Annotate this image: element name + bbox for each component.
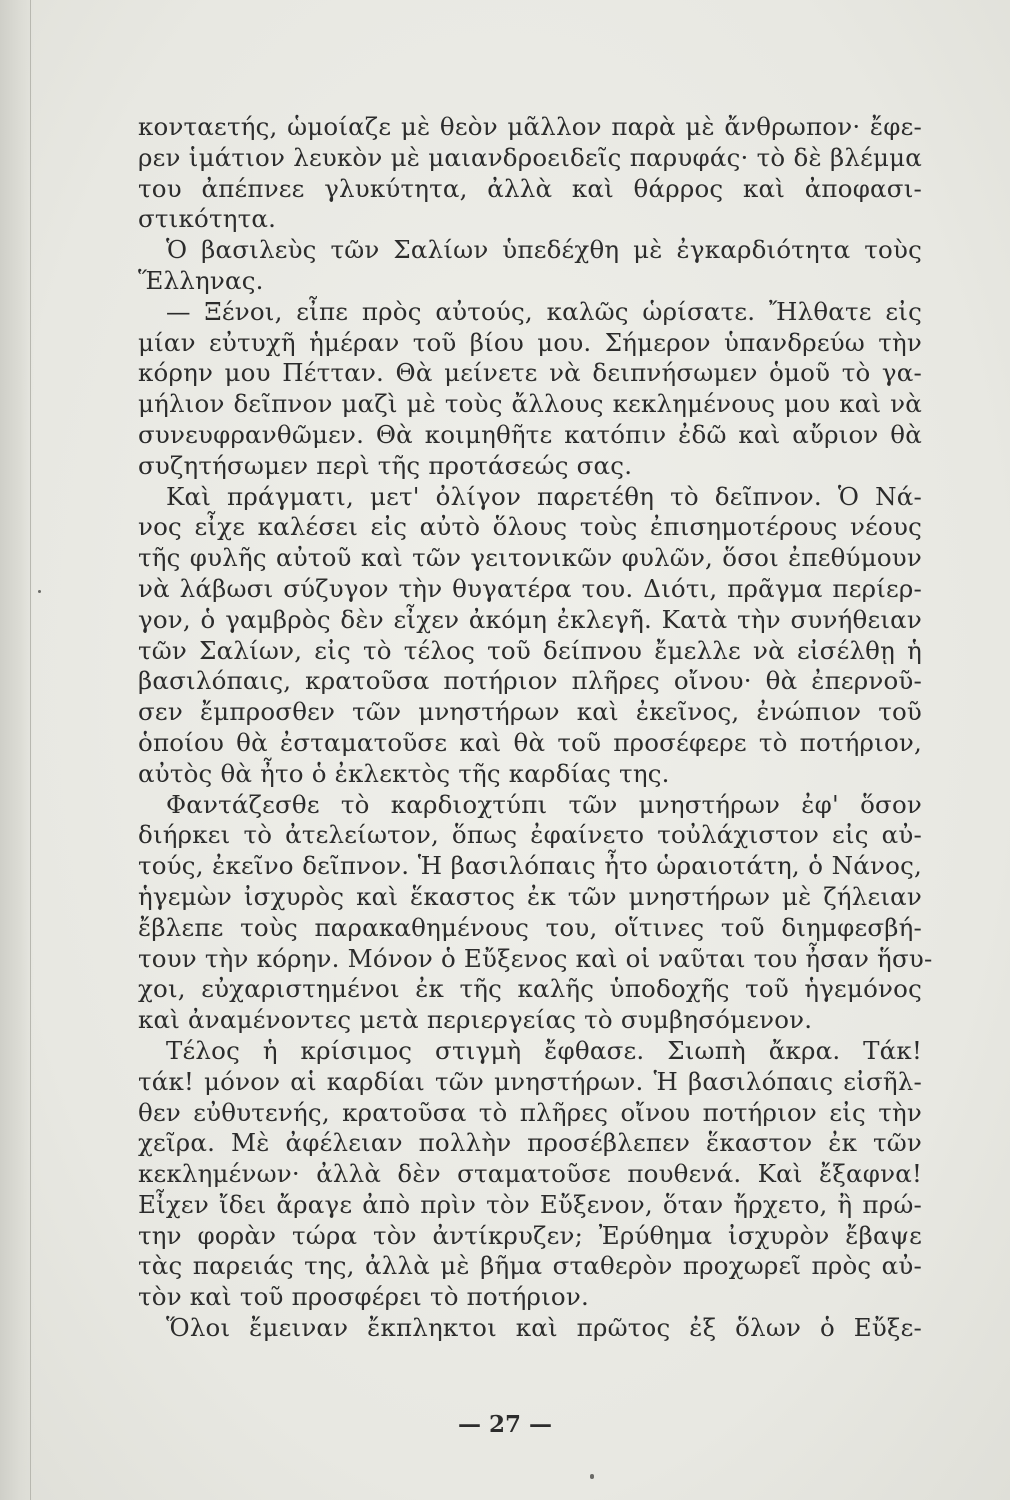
text-line: χοι, εὐχαριστημένοι ἐκ τῆς καλῆς ὑποδοχῆς τοῦ ἡγεμόνος <box>138 974 922 1004</box>
text-line: ὁποίου θὰ ἐσταματοῦσε καὶ θὰ τοῦ προσέφερε τὸ ποτήριον, <box>138 727 922 757</box>
text-line: Εἶχεν ἴδει ἄραγε ἀπὸ πρὶν τὸν Εὔξενον, ὅταν ἤρχετο, ἢ πρώ- <box>138 1189 922 1219</box>
page-left-edge-shadow <box>0 0 34 1500</box>
text-line: μήλιον δεῖπνον μαζὶ μὲ τοὺς ἄλλους κεκλημένους μου καὶ νὰ <box>138 389 922 419</box>
text-line: αὐτὸς θὰ ἦτο ὁ ἐκλεκτὸς τῆς καρδίας της. <box>138 758 670 788</box>
text-line: Τέλος ἡ κρίσιμος στιγμὴ ἔφθασε. Σιωπὴ ἄκρα. Τάκ! <box>166 1035 922 1065</box>
page-fold-line <box>30 0 31 1500</box>
text-line: νος εἶχε καλέσει εἰς αὐτὸ ὅλους τοὺς ἐπισημοτέρους νέους <box>138 512 922 542</box>
text-line: ρεν ἱμάτιον λευκὸν μὲ μαιανδροειδεῖς παρυφάς· τὸ δὲ βλέμμα <box>138 142 922 172</box>
text-line: νὰ λάβωσι σύζυγον τὴν θυγατέρα του. Διότι, πρᾶγμα περίερ- <box>138 573 922 603</box>
text-line: τούς, ἐκεῖνο δεῖπνον. Ἡ βασιλόπαις ἦτο ὡραιοτάτη, ὁ Νάνος, <box>138 851 922 881</box>
body-text <box>138 112 933 1344</box>
text-line: τῆς φυλῆς αὐτοῦ καὶ τῶν γειτονικῶν φυλῶν, ὅσοι ἐπεθύμουν <box>138 543 922 573</box>
text-line: κόρην μου Πέτταν. Θὰ μείνετε νὰ δειπνήσωμεν ὁμοῦ τὸ γα- <box>138 358 922 388</box>
text-line: ἔβλεπε τοὺς παρακαθημένους του, οἵτινες τοῦ διημφεσβή- <box>138 912 922 942</box>
text-line: συζητήσωμεν περὶ τῆς προτάσεώς σας. <box>138 450 633 480</box>
text-line: χεῖρα. Μὲ ἀφέλειαν πολλὴν προσέβλεπεν ἕκαστον ἐκ τῶν <box>138 1128 922 1158</box>
text-line: Ὁ βασιλεὺς τῶν Σαλίων ὑπεδέχθη μὲ ἐγκαρδιότητα τοὺς <box>166 235 922 265</box>
text-line: τάκ! μόνον αἱ καρδίαι τῶν μνηστήρων. Ἡ βασιλόπαις εἰσῆλ- <box>138 1066 922 1096</box>
text-line: Καὶ πράγματι, μετ' ὀλίγον παρετέθη τὸ δεῖπνον. Ὁ Νά- <box>166 481 922 511</box>
text-line: την φορὰν τώρα τὸν ἀντίκρυζεν; Ἐρύθημα ἰσχυρὸν ἔβαψε <box>138 1220 922 1250</box>
text-line: κεκλημένων· ἀλλὰ δὲν σταματοῦσε πουθενά. Καὶ ἔξαφνα! <box>138 1159 922 1189</box>
text-line: τὸν καὶ τοῦ προσφέρει τὸ ποτήριον. <box>138 1282 589 1312</box>
page-number: — 27 — <box>457 1411 553 1438</box>
text-line: Ὅλοι ἔμειναν ἔκπληκτοι καὶ πρῶτος ἐξ ὅλων ὁ Εὔξε- <box>166 1313 922 1343</box>
text-line: μίαν εὐτυχῆ ἡμέραν τοῦ βίου μου. Σήμερον ὑπανδρεύω τὴν <box>138 327 922 357</box>
text-line: θεν εὐθυτενής, κρατοῦσα τὸ πλῆρες οἴνου ποτήριον εἰς τὴν <box>138 1097 922 1127</box>
text-line: καὶ ἀναμένοντες μετὰ περιεργείας τὸ συμβησόμενον. <box>138 1005 813 1035</box>
text-line: Ἕλληνας. <box>138 265 264 295</box>
text-line: τὰς παρειάς της, ἀλλὰ μὲ βῆμα σταθερὸν προχωρεῖ πρὸς αὐ- <box>138 1251 922 1281</box>
text-line: διήρκει τὸ ἀτελείωτον, ὅπως ἐφαίνετο τοὐλάχιστον εἰς αὐ- <box>138 820 922 850</box>
text-line: βασιλόπαις, κρατοῦσα ποτήριον πλῆρες οἴνου· θὰ ἐπερνοῦ- <box>138 666 922 696</box>
text-line: σεν ἔμπροσθεν τῶν μνηστήρων καὶ ἐκεῖνος, ἐνώπιον τοῦ <box>138 697 922 727</box>
text-line: Φαντάζεσθε τὸ καρδιοχτύπι τῶν μνηστήρων ἐφ' ὅσον <box>166 789 922 819</box>
text-line: ἡγεμὼν ἰσχυρὸς καὶ ἕκαστος ἐκ τῶν μνηστήρων μὲ ζήλειαν <box>138 881 922 911</box>
text-line: γον, ὁ γαμβρὸς δὲν εἶχεν ἀκόμη ἐκλεγῆ. Κατὰ τὴν συνήθειαν <box>138 604 922 634</box>
text-line: του ἀπέπνεε γλυκύτητα, ἀλλὰ καὶ θάρρος καὶ ἀποφασι- <box>138 173 922 203</box>
ink-speck <box>38 590 41 593</box>
text-line: κονταετής, ὡμοίαζε μὲ θεὸν μᾶλλον παρὰ μὲ ἄνθρωπον· ἔφε- <box>138 112 922 141</box>
text-line: τῶν Σαλίων, εἰς τὸ τέλος τοῦ δείπνου ἔμελλε νὰ εἰσέλθῃ ἡ <box>138 635 922 665</box>
text-line: συνευφρανθῶμεν. Θὰ κοιμηθῆτε κατόπιν ἐδῶ καὶ αὔριον θὰ <box>138 419 922 449</box>
text-line: τουν τὴν κόρην. Μόνον ὁ Εὔξενος καὶ οἱ ναῦται του ἦσαν ἥσυ- <box>138 943 933 973</box>
text-line: — Ξένοι, εἶπε πρὸς αὐτούς, καλῶς ὡρίσατε. Ἤλθατε εἰς <box>166 296 922 326</box>
text-line: στικότητα. <box>138 204 277 234</box>
ink-speck <box>590 1474 594 1479</box>
